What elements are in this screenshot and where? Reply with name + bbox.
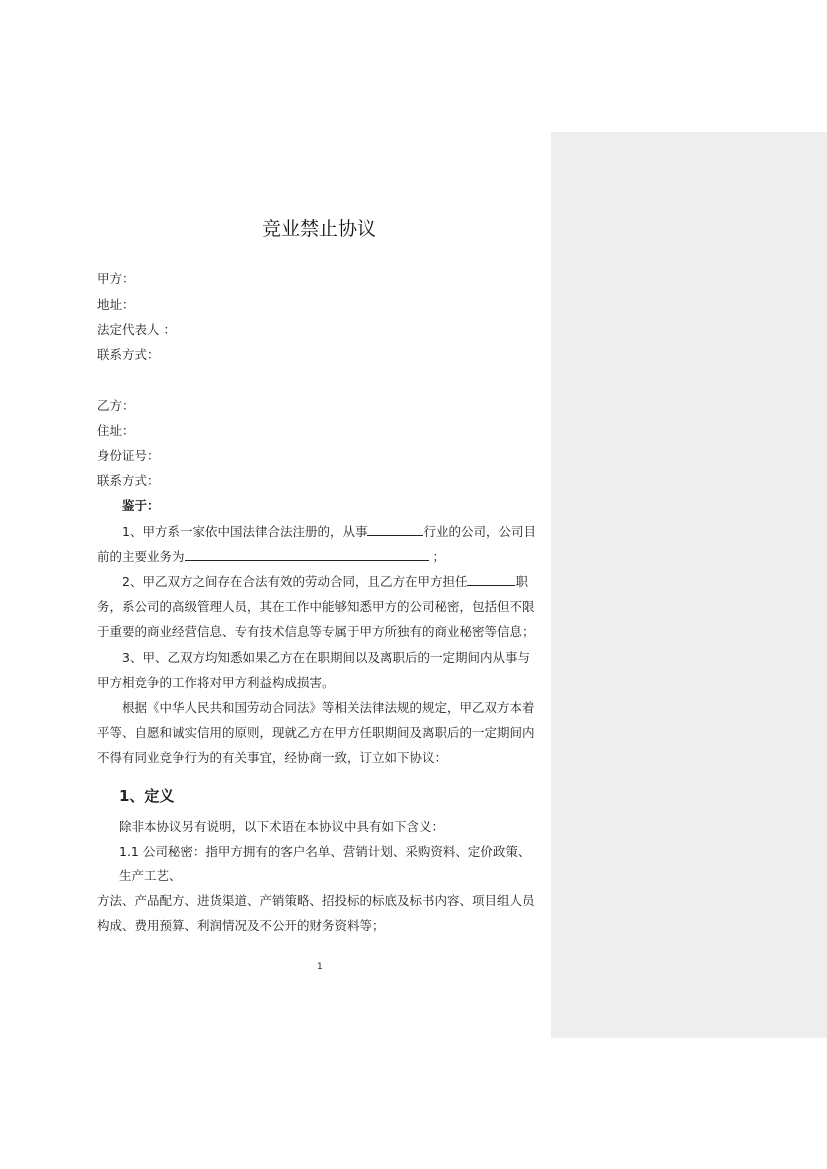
clause-1-text-c: 前的主要业务为 bbox=[97, 549, 185, 564]
section-1-heading: 1、定义 bbox=[119, 787, 175, 805]
party-b-contact: 联系方式： bbox=[97, 473, 160, 488]
clause-1-text-a: 1、甲方系一家依中国法律合法注册的，从事 bbox=[122, 524, 368, 539]
document-title: 竞业禁止协议 bbox=[262, 218, 377, 240]
clause-2-line-2: 务，系公司的高级管理人员，其在工作中能够知悉甲方的公司秘密，包括但不限 bbox=[97, 599, 535, 614]
clause-3-line-2: 甲方相竞争的工作将对甲方利益构成损害。 bbox=[97, 675, 335, 690]
clause-1-text-b: 行业的公司，公司目 bbox=[423, 524, 536, 539]
definition-1-1-line-1: 1.1 公司秘密：指甲方拥有的客户名单、营销计划、采购资料、定价政策、 bbox=[119, 844, 531, 859]
basis-line-3: 不得有同业竞争行为的有关事宜，经协商一致，订立如下协议： bbox=[97, 750, 448, 765]
party-b-address: 住址： bbox=[97, 423, 135, 438]
whereas-heading: 鉴于： bbox=[122, 498, 160, 513]
definition-1-1-line-2: 生产工艺、 bbox=[119, 868, 182, 883]
basis-line-2: 平等、自愿和诚实信用的原则，现就乙方在甲方任职期间及离职后的一定期间内 bbox=[97, 725, 535, 740]
definition-1-1-line-4: 构成、费用预算、利润情况及不公开的财务资料等； bbox=[97, 918, 385, 933]
clause-1-text-d: ； bbox=[432, 549, 446, 564]
clause-2-text-b: 职 bbox=[515, 574, 528, 589]
party-a-legal-rep: 法定代表人 ： bbox=[97, 322, 176, 337]
party-b-label: 乙方： bbox=[97, 398, 135, 413]
party-a-label: 甲方： bbox=[97, 271, 135, 286]
comment-margin-pane bbox=[551, 132, 827, 1038]
clause-1-line-2 bbox=[97, 548, 445, 566]
party-a-contact: 联系方式： bbox=[97, 347, 160, 362]
party-b-id-number: 身份证号： bbox=[97, 448, 160, 463]
clause-3-line-1: 3、甲、乙双方均知悉如果乙方在在职期间以及离职后的一定期间内从事与 bbox=[122, 650, 530, 665]
definition-1-1-line-3: 方法、产品配方、进货渠道、产销策略、招投标的标底及标书内容、项目组人员 bbox=[97, 893, 535, 908]
party-a-address: 地址： bbox=[97, 297, 135, 312]
industry-blank bbox=[367, 523, 423, 536]
main-business-blank bbox=[185, 548, 429, 561]
clause-2-line-1 bbox=[122, 573, 528, 591]
page-number: 1 bbox=[317, 962, 323, 972]
clause-2-line-3: 于重要的商业经营信息、专有技术信息等专属于甲方所独有的商业秘密等信息； bbox=[97, 624, 535, 639]
position-blank bbox=[467, 573, 515, 586]
basis-line-1: 根据《中华人民共和国劳动合同法》等相关法律法规的规定，甲乙双方本着 bbox=[122, 700, 535, 715]
definitions-intro: 除非本协议另有说明，以下术语在本协议中具有如下含义： bbox=[119, 819, 445, 834]
clause-2-text-a: 2、甲乙双方之间存在合法有效的劳动合同，且乙方在甲方担任 bbox=[122, 574, 468, 589]
clause-1-line-1 bbox=[122, 523, 536, 541]
